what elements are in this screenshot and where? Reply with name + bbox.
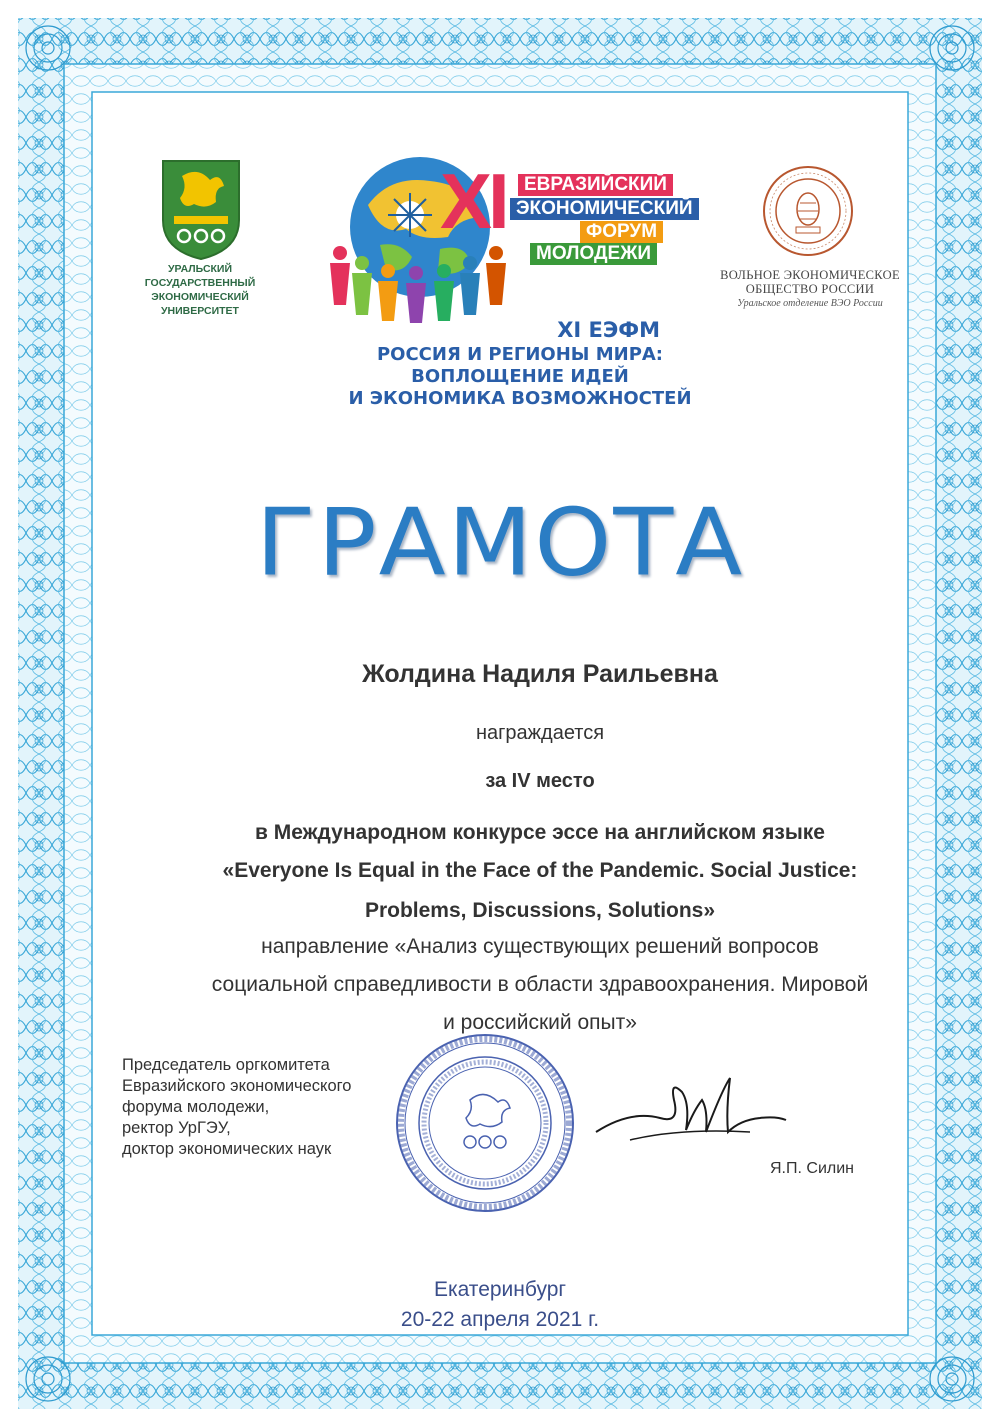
veo-organization-name: ВОЛЬНОЕ ЭКОНОМИЧЕСКОЕ ОБЩЕСТВО РОССИИ (720, 268, 900, 296)
forum-word-1: ЕВРАЗИЙСКИЙ (518, 174, 673, 196)
direction-line-1: направление «Анализ существующих решений вопросов (261, 935, 819, 958)
signer-name: Я.П. Силин (770, 1160, 854, 1177)
veo-seal-icon (760, 163, 856, 259)
forum-short-name: XI ЕЭФМ (557, 318, 660, 342)
forum-word-3: ФОРУМ (580, 221, 663, 243)
certificate-title: ГРАМОТА (255, 488, 745, 598)
signature-icon (590, 1070, 790, 1160)
chair-position: Председатель оргкомитета Евразийского экономического форума молодежи, ректор УрГЭУ, доктор экономических наук (122, 1056, 352, 1158)
veo-branch-name: Уральское отделение ВЭО России (737, 298, 883, 309)
contest-line-3: Problems, Discussions, Solutions» (364, 899, 716, 922)
event-dates: 20-22 апреля 2021 г. (400, 1308, 600, 1331)
usue-university-label: УРАЛЬСКИЙ ГОСУДАРСТВЕННЫЙ ЭКОНОМИЧЕСКИЙ УНИВЕРСИТЕТ (144, 263, 256, 317)
forum-theme: РОССИЯ И РЕГИОНЫ МИРА: ВОПЛОЩЕНИЕ ИДЕЙ И ЭКОНОМИКА ВОЗМОЖНОСТЕЙ (348, 344, 692, 409)
direction-line-2: социальной справедливости в области здравоохранения. Мировой (211, 973, 869, 996)
awarded-text: награждается (475, 722, 605, 744)
recipient-name: Жолдина Надиля Раильевна (362, 660, 718, 688)
direction-line-3: и российский опыт» (443, 1011, 637, 1034)
forum-word-2: ЭКОНОМИЧЕСКИЙ (510, 198, 699, 220)
forum-number: XI (440, 157, 506, 245)
contest-line-1: в Международном конкурсе эссе на английском языке (255, 821, 825, 844)
forum-word-4: МОЛОДЕЖИ (530, 243, 657, 265)
usue-crest-icon (160, 158, 242, 262)
contest-line-2: «Everyone Is Equal in the Face of the Pandemic. Social Justice: (222, 859, 858, 882)
city: Екатеринбург (433, 1278, 567, 1301)
award-place: за IV место (485, 770, 595, 792)
